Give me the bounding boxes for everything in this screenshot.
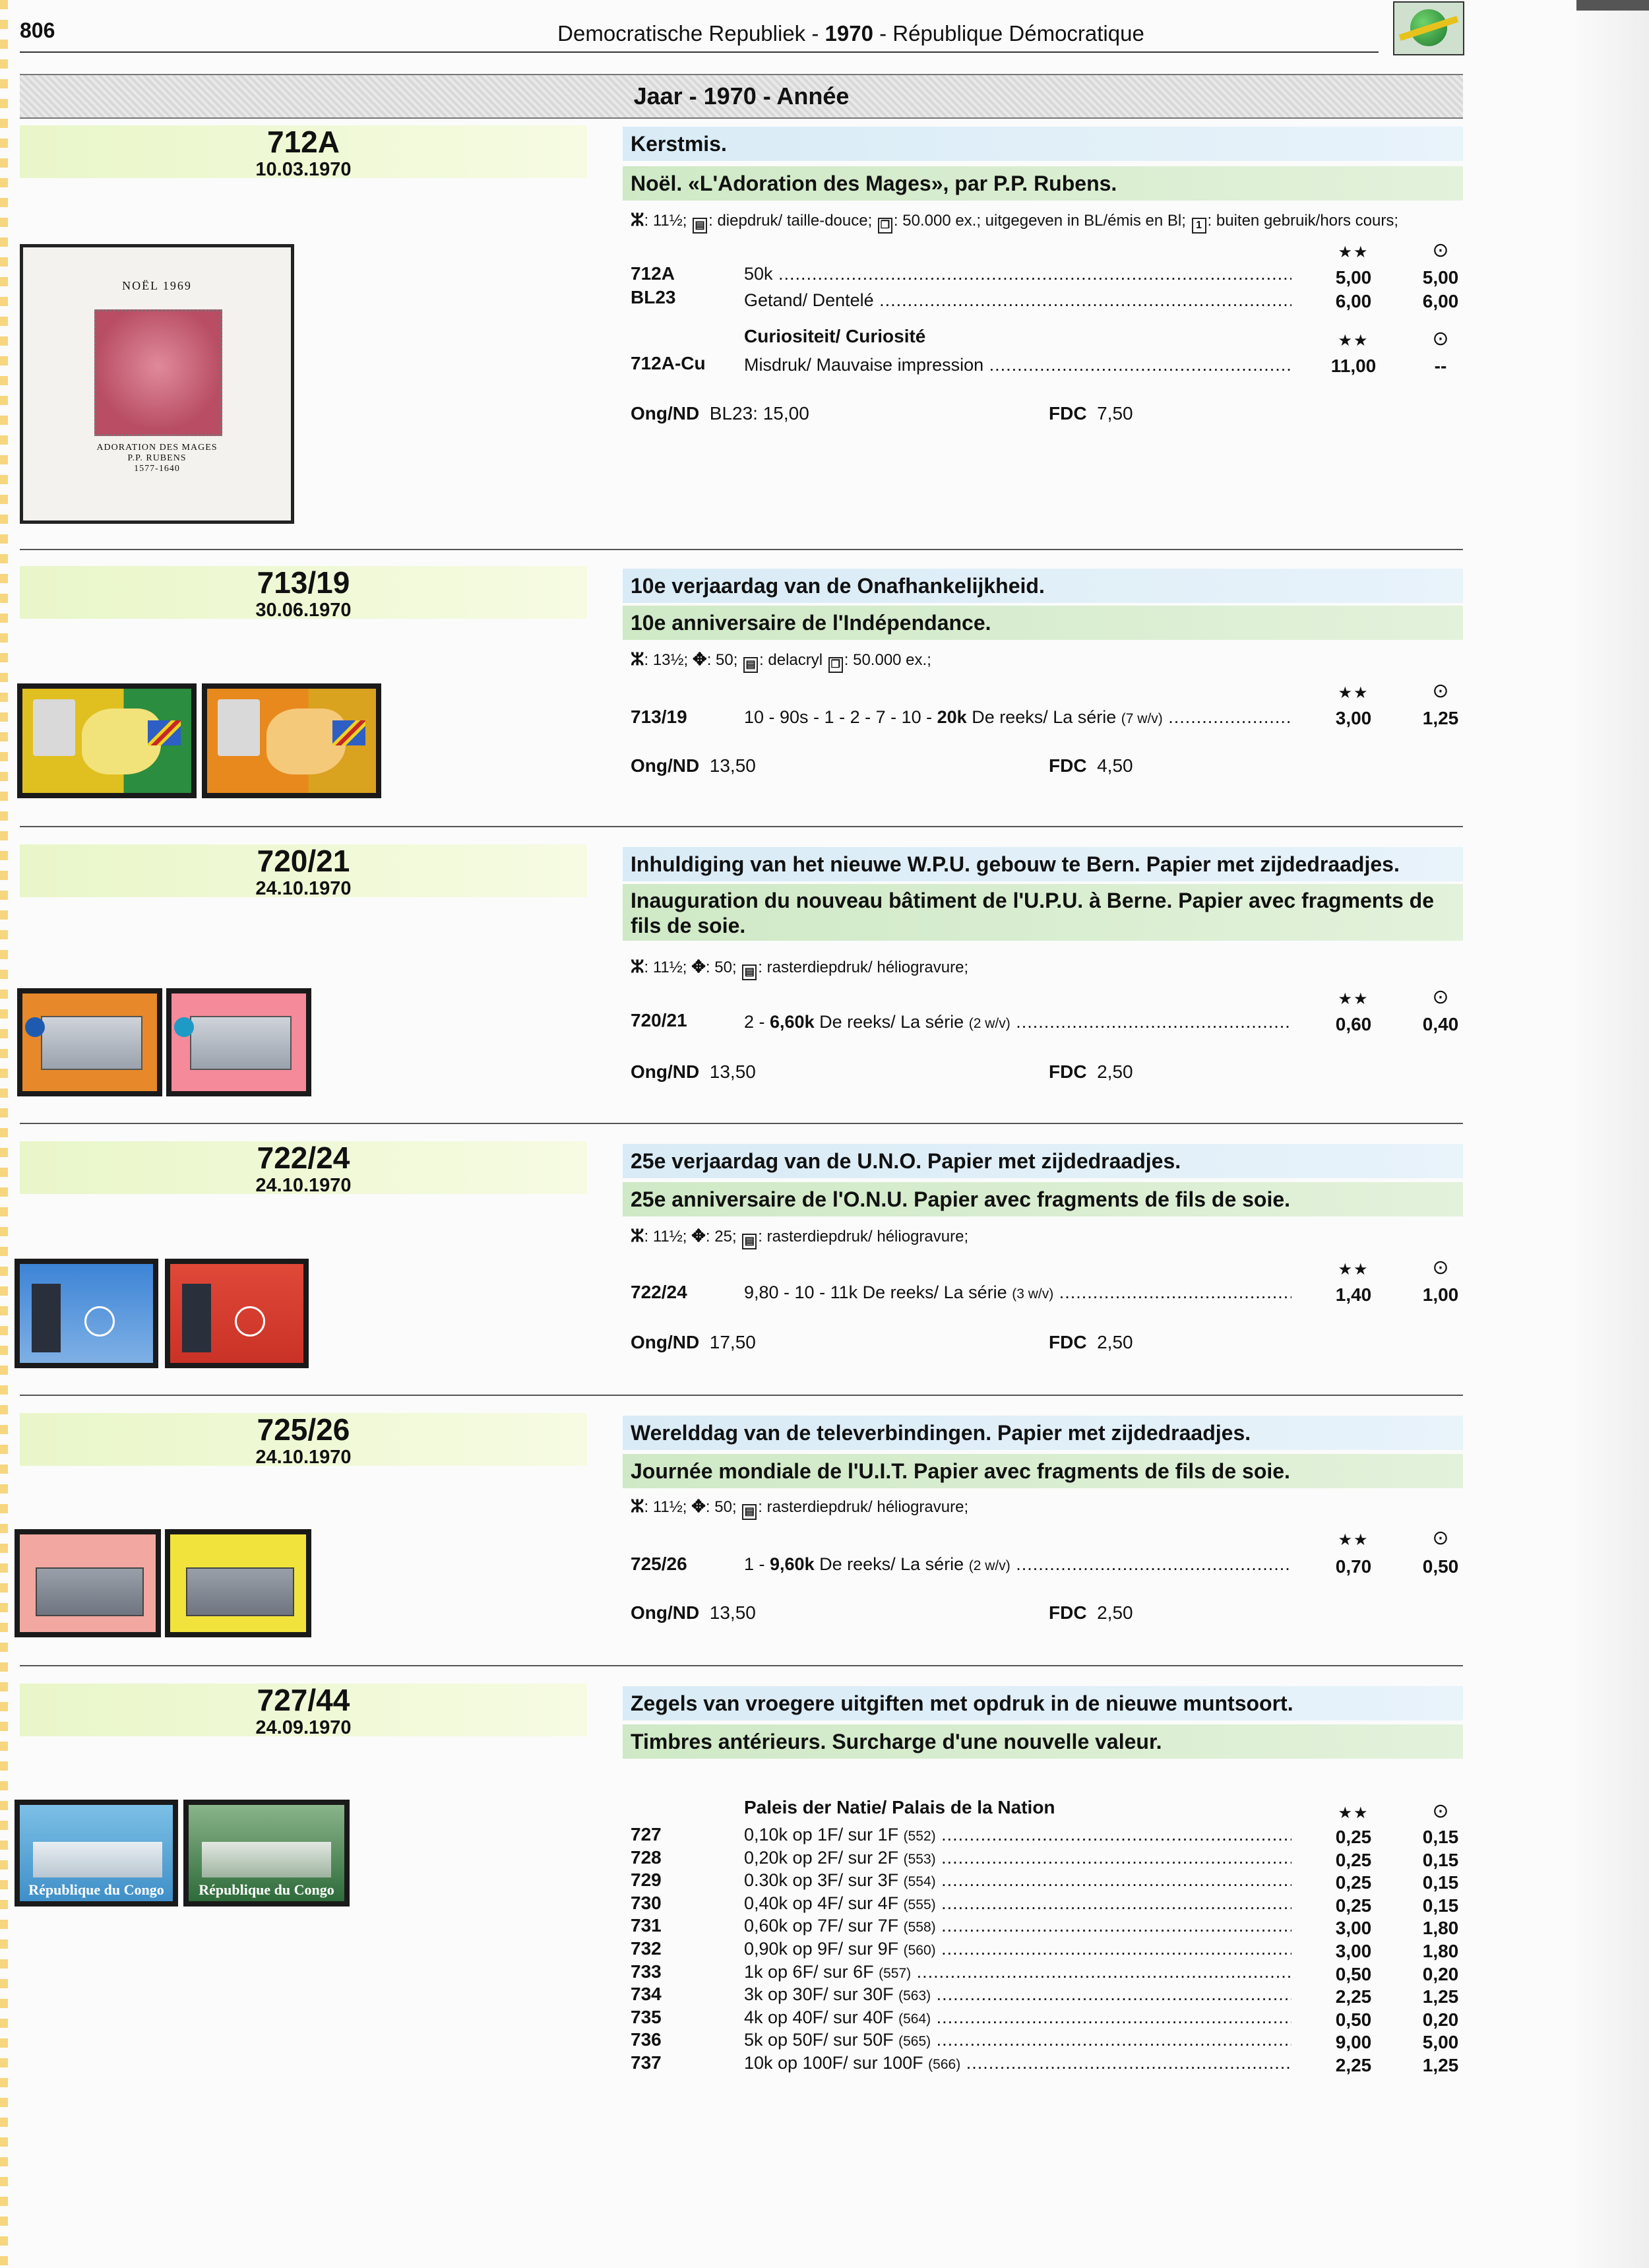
sheet-icon: ✥ bbox=[691, 1226, 706, 1245]
subseries-heading: Paleis der Natie/ Palais de la Nation bbox=[744, 1797, 1055, 1817]
printing-icon: ▤ bbox=[743, 657, 758, 673]
scan-margin bbox=[1576, 0, 1649, 2268]
issue-date: 24.10.1970 bbox=[255, 1175, 352, 1196]
ong-price: Ong/ND 13,50 bbox=[631, 755, 756, 776]
used-mark: ⊙ bbox=[1432, 680, 1449, 702]
curiosity-heading: Curiositeit/ Curiosité bbox=[744, 326, 926, 346]
used-mark: ⊙ bbox=[1432, 986, 1449, 1008]
printing-icon: ▤ bbox=[742, 1504, 757, 1520]
issue-number-box bbox=[20, 1141, 587, 1194]
issue-date: 24.10.1970 bbox=[255, 878, 352, 899]
used-mark: ⊙ bbox=[1432, 1800, 1449, 1822]
mint-price: 0,50 bbox=[1335, 1964, 1372, 1984]
issue-number: 720/21 bbox=[257, 844, 350, 878]
used-price: 0,20 bbox=[1422, 1964, 1459, 1984]
catalogue-number: 731 bbox=[631, 1915, 662, 1936]
mint-price: 9,00 bbox=[1335, 2032, 1372, 2052]
fdc-price: FDC 2,50 bbox=[1049, 1061, 1133, 1082]
year-bar: Jaar - 1970 - Année bbox=[20, 74, 1463, 119]
mint-price: 2,25 bbox=[1335, 1986, 1372, 2007]
mint-price: 3,00 bbox=[1335, 1918, 1372, 1938]
used-price: 1,80 bbox=[1422, 1918, 1459, 1938]
catalogue-number: 733 bbox=[631, 1961, 662, 1982]
stamp-sheet-image bbox=[20, 244, 294, 524]
perforation-icon: ⵣ bbox=[631, 1496, 644, 1516]
mint-price: 0,25 bbox=[1335, 1872, 1372, 1893]
printing-icon: ▤ bbox=[742, 964, 757, 980]
used-price: 0,15 bbox=[1422, 1827, 1459, 1847]
used-mark: ⊙ bbox=[1432, 1527, 1449, 1549]
printrun-icon: ❐ bbox=[828, 657, 843, 673]
printrun-icon: ❐ bbox=[878, 218, 892, 234]
fdc-price: FDC 2,50 bbox=[1049, 1602, 1133, 1623]
sheet-icon: ✥ bbox=[691, 957, 706, 976]
catalogue-number: 736 bbox=[631, 2029, 662, 2050]
mint-price: 0,25 bbox=[1335, 1895, 1372, 1916]
used-price: 1,80 bbox=[1422, 1941, 1459, 1961]
catalogue-number: 737 bbox=[631, 2052, 662, 2073]
issue-number-box bbox=[20, 844, 587, 897]
perforation-icon: ⵣ bbox=[631, 957, 644, 976]
description: 0,90k op 9F/ sur 9F (560) ..... bbox=[744, 1937, 1291, 1960]
title-nl: 10e verjaardag van de Onafhankelijkheid. bbox=[623, 569, 1463, 603]
mint-mark: ★★ bbox=[1338, 1261, 1369, 1278]
issue-date: 30.06.1970 bbox=[255, 600, 352, 621]
sheet-caption: NOËL 1969 bbox=[122, 279, 192, 292]
issue-number: 727/44 bbox=[257, 1683, 350, 1717]
stamp-image bbox=[165, 1529, 311, 1637]
page-title: Democratische Republiek - 1970 - République Démocratique bbox=[557, 21, 1144, 46]
page-number: 806 bbox=[20, 18, 55, 42]
title-nl: Zegels van vroegere uitgiften met opdruk in de nieuwe muntsoort. bbox=[623, 1686, 1463, 1720]
mint-mark: ★★ bbox=[1338, 1531, 1369, 1549]
stamp-image: République du Congo bbox=[183, 1800, 350, 1906]
ong-price: Ong/ND 13,50 bbox=[631, 1061, 756, 1082]
mint-mark: ★★ bbox=[1338, 990, 1369, 1008]
section-divider bbox=[20, 1665, 1463, 1666]
perforation-icon: ⵣ bbox=[631, 210, 644, 230]
stamp-image bbox=[17, 988, 162, 1096]
used-mark: ⊙ bbox=[1432, 239, 1449, 261]
catalogue-number: 727 bbox=[631, 1824, 662, 1844]
sheet-legend: ADORATION DES MAGES P.P. RUBENS 1577-1640 bbox=[96, 443, 218, 474]
title-fr: Inauguration du nouveau bâtiment de l'U.P.U. à Berne. Papier avec fragments de fils de soie. bbox=[623, 884, 1463, 941]
title-nl: Inhuldiging van het nieuwe W.P.U. gebouw te Bern. Papier met zijdedraadjes. bbox=[623, 847, 1463, 881]
perforation-icon: ⵣ bbox=[631, 649, 644, 669]
used-price: 0,15 bbox=[1422, 1850, 1459, 1870]
perforation-icon: ⵣ bbox=[631, 1226, 644, 1245]
fdc-price: FDC 2,50 bbox=[1049, 1332, 1133, 1352]
printing-icon: ▤ bbox=[693, 218, 707, 234]
title-nl: 25e verjaardag van de U.N.O. Papier met zijdedraadjes. bbox=[623, 1144, 1463, 1178]
sheet-icon: ✥ bbox=[692, 649, 707, 669]
stamp-image bbox=[15, 1529, 161, 1637]
title-fr: Timbres antérieurs. Surcharge d'une nouvelle valeur. bbox=[623, 1724, 1463, 1759]
catalogue-number: 728 bbox=[631, 1847, 662, 1868]
description: 0.30k op 3F/ sur 3F (554) ..... bbox=[744, 1869, 1291, 1891]
issue-number: 713/19 bbox=[257, 565, 350, 600]
section-divider bbox=[20, 549, 1463, 550]
catalogue-number: 732 bbox=[631, 1938, 662, 1959]
catalogue-logo bbox=[1393, 1, 1464, 55]
issue-date: 24.10.1970 bbox=[255, 1447, 352, 1468]
spec-line: ⵣ: 11½; ✥: 25; ▤ : rasterdiepdruk/ héliogravure; bbox=[631, 1226, 968, 1249]
scan-tab bbox=[1576, 0, 1649, 11]
title-fr: Journée mondiale de l'U.I.T. Papier avec fragments de fils de soie. bbox=[623, 1454, 1463, 1488]
catalogue-number: 729 bbox=[631, 1870, 662, 1890]
catalogue-number: 730 bbox=[631, 1893, 662, 1913]
title-nl: Werelddag van de televerbindingen. Papier met zijdedraadjes. bbox=[623, 1416, 1463, 1450]
description: 1k op 6F/ sur 6F (557) ..... bbox=[744, 1961, 1291, 1983]
fdc-price: FDC 4,50 bbox=[1049, 755, 1133, 776]
header-rule bbox=[20, 51, 1379, 53]
page-edge-marks bbox=[0, 0, 8, 2268]
issue-number: 712A bbox=[267, 125, 340, 159]
issue-number-box bbox=[20, 566, 587, 619]
stamp-image: République du Congo bbox=[15, 1800, 178, 1906]
ong-price: Ong/ND 13,50 bbox=[631, 1602, 756, 1623]
issue-date: 24.09.1970 bbox=[255, 1717, 352, 1738]
used-price: 0,20 bbox=[1422, 2009, 1459, 2030]
sheet-artwork bbox=[94, 309, 222, 436]
used-mark: ⊙ bbox=[1432, 328, 1449, 350]
mint-price: 3,00 bbox=[1335, 1941, 1372, 1961]
spec-line: ⵣ: 11½; ▤ : diepdruk/ taille-douce; ❐ : 50.000 ex.; uitgegeven in BL/émis en Bl; 1 : buiten gebruik/hors cours; bbox=[631, 210, 1398, 234]
stamp-image bbox=[202, 683, 381, 798]
issue-date: 10.03.1970 bbox=[255, 159, 352, 180]
section-divider bbox=[20, 826, 1463, 827]
description: 0,40k op 4F/ sur 4F (555) ..... bbox=[744, 1892, 1291, 1914]
mint-price: 0,25 bbox=[1335, 1850, 1372, 1870]
description: 0,60k op 7F/ sur 7F (558) ..... bbox=[744, 1914, 1291, 1937]
spec-line: ⵣ: 13½; ✥: 50; ▤ : delacryl ❐ : 50.000 ex.; bbox=[631, 649, 931, 673]
spec-line: ⵣ: 11½; ✥: 50; ▤ : rasterdiepdruk/ héliogravure; bbox=[631, 957, 968, 980]
mint-price: 0,50 bbox=[1335, 2009, 1372, 2030]
catalogue-number: 734 bbox=[631, 1984, 662, 2004]
stamp-image bbox=[166, 988, 311, 1096]
fdc-price: FDC 7,50 bbox=[1049, 403, 1133, 424]
issue-number-box bbox=[20, 1413, 587, 1466]
title-fr: Noël. «L'Adoration des Mages», par P.P. Rubens. bbox=[623, 166, 1463, 201]
mint-mark: ★★ bbox=[1338, 684, 1369, 702]
issue-number-box bbox=[20, 125, 587, 178]
spec-line: ⵣ: 11½; ✥: 50; ▤ : rasterdiepdruk/ héliogravure; bbox=[631, 1496, 968, 1520]
used-price: 1,25 bbox=[1422, 2055, 1459, 2075]
stamp-image bbox=[15, 1259, 158, 1368]
title-fr: 25e anniversaire de l'O.N.U. Papier avec fragments de fils de soie. bbox=[623, 1182, 1463, 1216]
stamp-image bbox=[17, 683, 197, 798]
section-divider bbox=[20, 1395, 1463, 1396]
used-mark: ⊙ bbox=[1432, 1257, 1449, 1278]
issue-number: 725/26 bbox=[257, 1412, 350, 1447]
title-fr: 10e anniversaire de l'Indépendance. bbox=[623, 606, 1463, 640]
mint-mark: ★★ bbox=[1338, 243, 1369, 261]
description: 5k op 50F/ sur 50F (565) ..... bbox=[744, 2029, 1291, 2051]
used-price: 0,15 bbox=[1422, 1895, 1459, 1916]
catalogue-number: 735 bbox=[631, 2007, 662, 2027]
sheet-icon: ✥ bbox=[691, 1496, 706, 1516]
invalid-icon: 1 bbox=[1192, 218, 1206, 234]
used-price: 0,15 bbox=[1422, 1872, 1459, 1893]
description: 0,10k op 1F/ sur 1F (552) ..... bbox=[744, 1823, 1291, 1846]
ong-price: Ong/ND 17,50 bbox=[631, 1332, 756, 1352]
used-price: 1,25 bbox=[1422, 1986, 1459, 2007]
used-price: 5,00 bbox=[1422, 2032, 1459, 2052]
printing-icon: ▤ bbox=[742, 1234, 757, 1249]
mint-price: 2,25 bbox=[1335, 2055, 1372, 2075]
description: 3k op 30F/ sur 30F (563) ..... bbox=[744, 1983, 1291, 2005]
ong-price: Ong/ND BL23: 15,00 bbox=[631, 403, 809, 424]
section-divider bbox=[20, 1123, 1463, 1124]
title-nl: Kerstmis. bbox=[623, 127, 1463, 161]
issue-number: 722/24 bbox=[257, 1141, 350, 1175]
issue-number-box bbox=[20, 1684, 587, 1736]
mint-mark: ★★ bbox=[1338, 332, 1369, 350]
description: 4k op 40F/ sur 40F (564) ..... bbox=[744, 2006, 1291, 2029]
mint-mark: ★★ bbox=[1338, 1804, 1369, 1822]
description: 0,20k op 2F/ sur 2F (553) ..... bbox=[744, 1846, 1291, 1869]
stamp-image bbox=[165, 1259, 309, 1368]
mint-price: 0,25 bbox=[1335, 1827, 1372, 1847]
description: 10k op 100F/ sur 100F (566) ..... bbox=[744, 2052, 1291, 2074]
